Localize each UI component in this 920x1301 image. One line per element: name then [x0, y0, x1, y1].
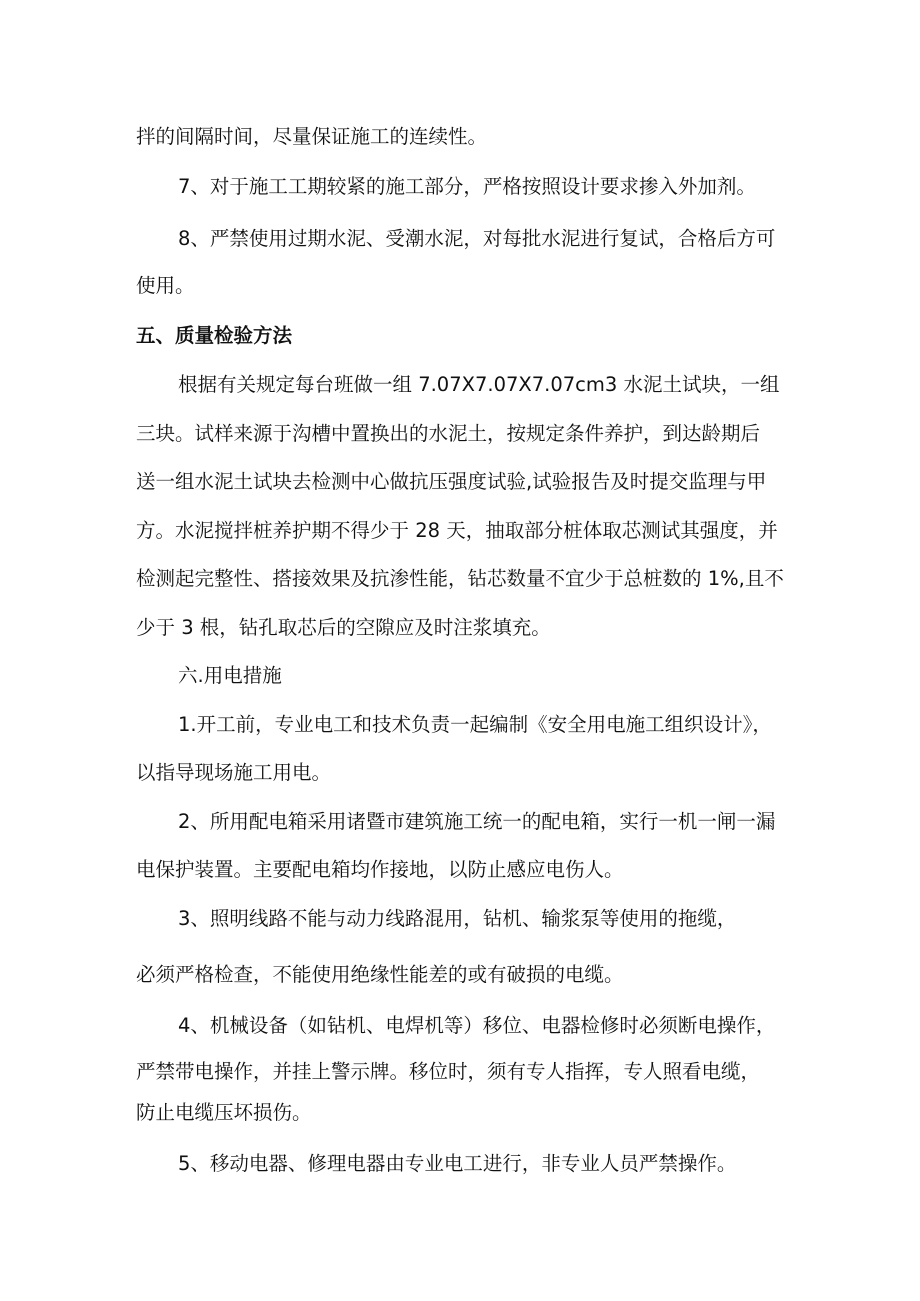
- section-heading: 六.用电措施: [178, 664, 282, 687]
- text-line: 三块。试样来源于沟槽中置换出的水泥土，按规定条件养护，到达龄期后: [136, 422, 761, 445]
- text-line: 必须严格检查，不能使用绝缘性能差的或有破损的电缆。: [136, 963, 624, 986]
- text-line: 少于 3 根，钻孔取芯后的空隙应及时注浆填充。: [136, 616, 551, 639]
- text-line: 1.开工前，专业电工和技术负责一起编制《安全用电施工组织设计》，: [178, 713, 772, 736]
- text-line: 根据有关规定每台班做一组 7.07X7.07X7.07cm3 水泥土试块，一组: [178, 373, 780, 396]
- text-line: 以指导现场施工用电。: [136, 761, 332, 784]
- text-line: 防止电缆压坏损伤。: [136, 1101, 312, 1124]
- text-line: 电保护装置。主要配电箱均作接地，以防止感应电伤人。: [136, 858, 624, 881]
- text-line: 拌的间隔时间，尽量保证施工的连续性。: [136, 125, 488, 148]
- text-line: 7、对于施工工期较紧的施工部分，严格按照设计要求掺入外加剂。: [178, 175, 756, 198]
- text-line: 4、机械设备（如钻机、电焊机等）移位、电器检修时必须断电操作，: [178, 1014, 776, 1037]
- text-line: 使用。: [136, 274, 195, 297]
- section-heading: 五、质量检验方法: [136, 324, 293, 347]
- text-line: 严禁带电操作，并挂上警示牌。移位时，须有专人指挥，专人照看电缆，: [136, 1060, 761, 1083]
- text-line: 2、所用配电箱采用诸暨市建筑施工统一的配电箱，实行一机一闸一漏: [178, 810, 776, 833]
- text-line: 5、移动电器、修理电器由专业电工进行，非专业人员严禁操作。: [178, 1152, 737, 1175]
- text-line: 8、严禁使用过期水泥、受潮水泥，对每批水泥进行复试，合格后方可: [178, 227, 776, 250]
- text-line: 送一组水泥土试块去检测中心做抗压强度试验,试验报告及时提交监理与甲: [136, 470, 767, 493]
- text-line: 检测起完整性、搭接效果及抗渗性能，钻芯数量不宜少于总桩数的 1%,且不: [136, 567, 784, 590]
- text-line: 方。水泥搅拌桩养护期不得少于 28 天，抽取部分桩体取芯测试其强度，并: [136, 519, 778, 542]
- text-line: 3、照明线路不能与动力线路混用，钻机、输浆泵等使用的拖缆，: [178, 907, 737, 930]
